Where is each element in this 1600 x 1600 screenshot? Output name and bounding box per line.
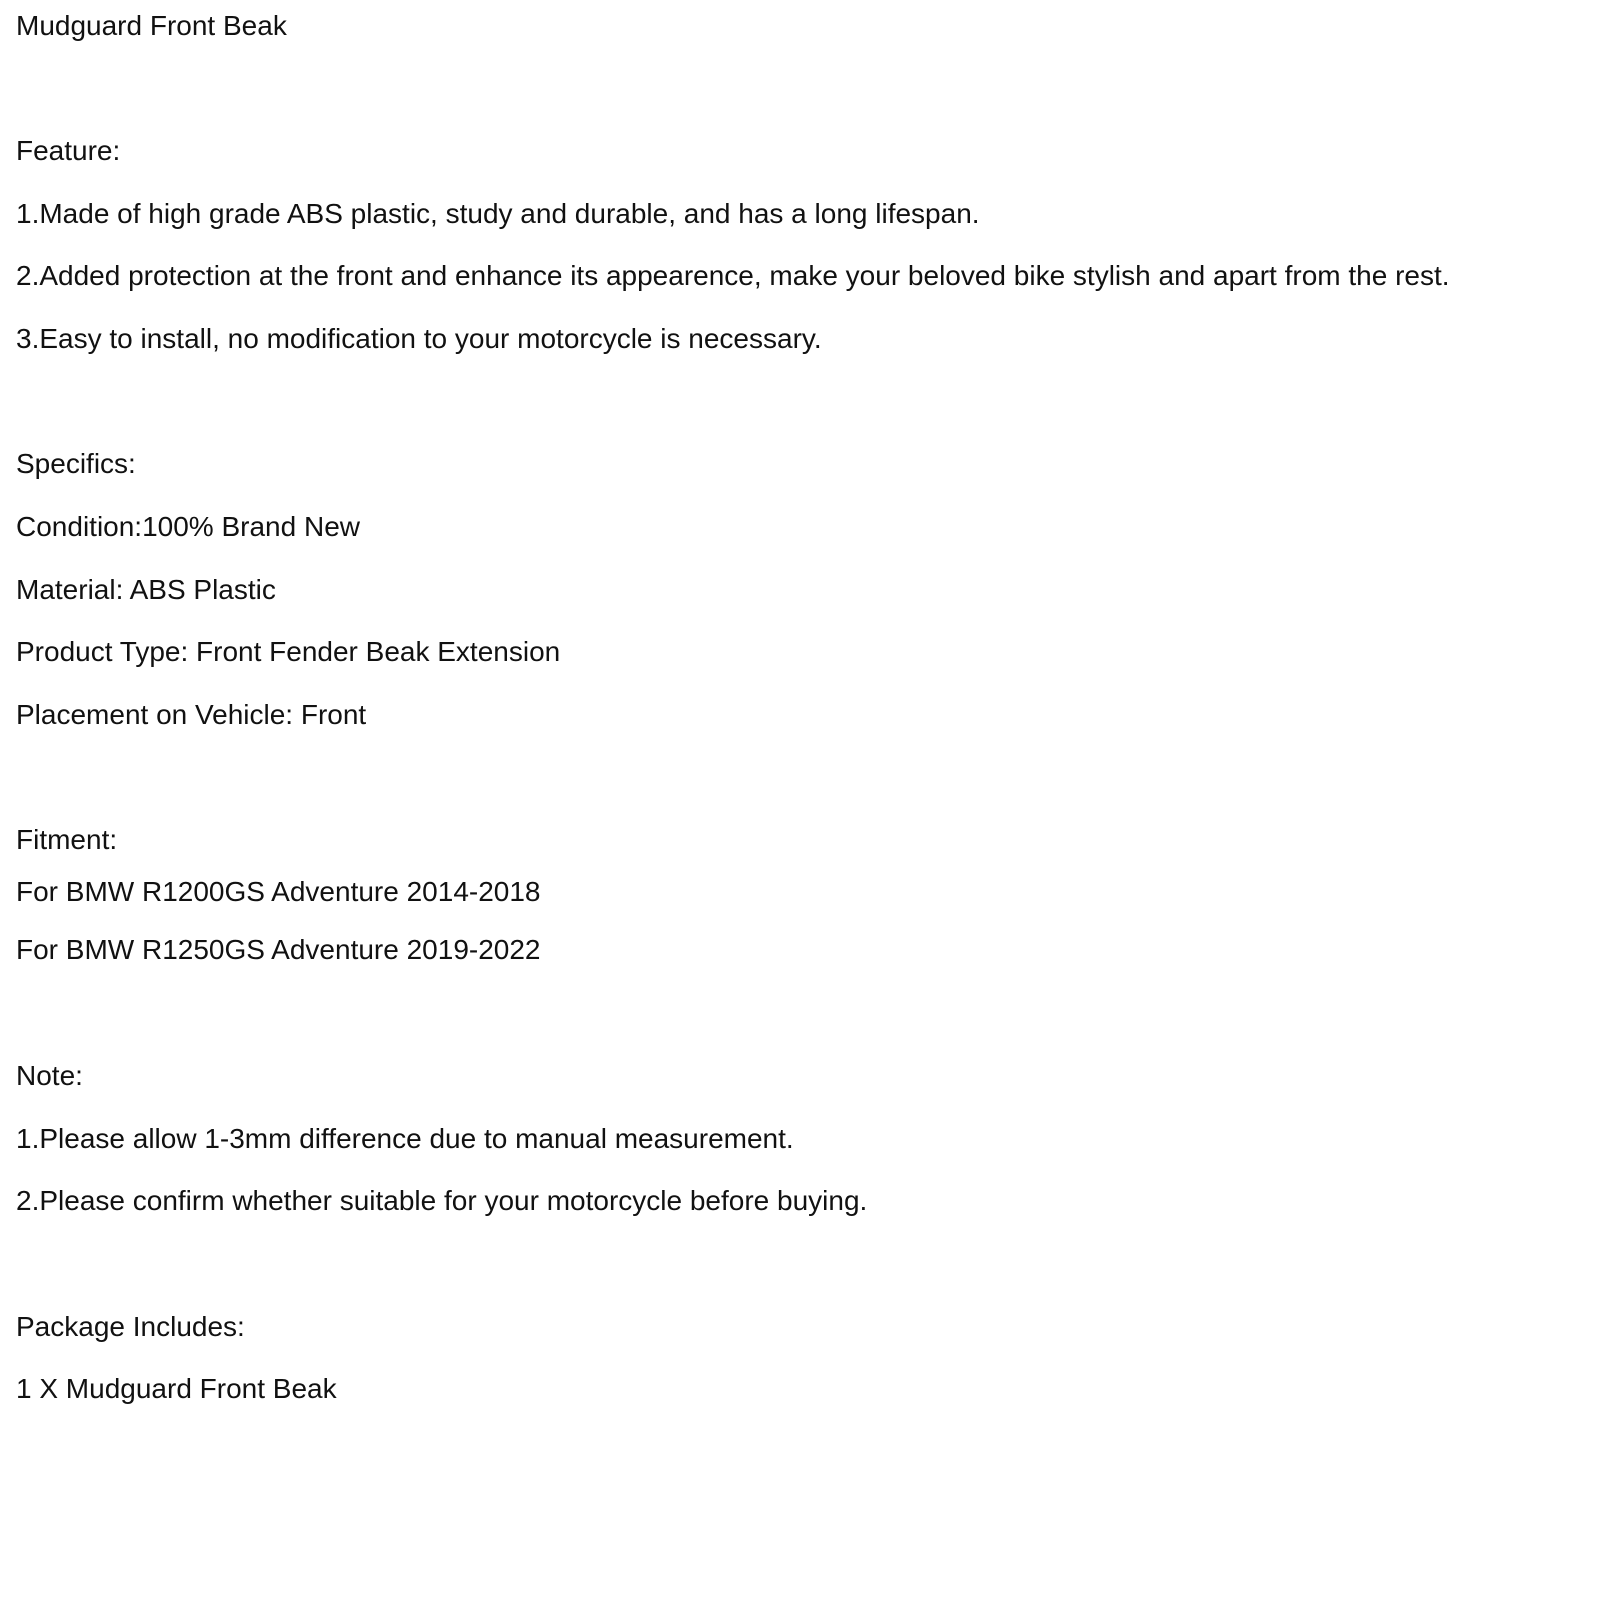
note-item: 2.Please confirm whether suitable for your motorcycle before buying. bbox=[16, 1185, 868, 1216]
fitment-item: For BMW R1200GS Adventure 2014-2018 bbox=[16, 876, 541, 907]
specifics-item: Condition:100% Brand New bbox=[16, 511, 360, 542]
note-item: 1.Please allow 1-3mm difference due to manual measurement. bbox=[16, 1123, 794, 1154]
feature-heading: Feature: bbox=[16, 135, 121, 166]
fitment-item: For BMW R1250GS Adventure 2019-2022 bbox=[16, 934, 541, 965]
specifics-item: Placement on Vehicle: Front bbox=[16, 699, 367, 730]
product-title: Mudguard Front Beak bbox=[16, 10, 287, 41]
feature-item: 1.Made of high grade ABS plastic, study and durable, and has a long lifespan. bbox=[16, 198, 980, 229]
specifics-item: Material: ABS Plastic bbox=[16, 574, 276, 605]
package-heading: Package Includes: bbox=[16, 1311, 245, 1342]
specifics-item: Product Type: Front Fender Beak Extension bbox=[16, 636, 561, 667]
fitment-heading: Fitment: bbox=[16, 824, 118, 855]
feature-item: 2.Added protection at the front and enhance its appearence, make your beloved bike stylish and apart from the rest. bbox=[16, 260, 1450, 291]
package-item: 1 X Mudguard Front Beak bbox=[16, 1373, 337, 1404]
feature-item: 3.Easy to install, no modification to your motorcycle is necessary. bbox=[16, 323, 822, 354]
specifics-heading: Specifics: bbox=[16, 448, 136, 479]
note-heading: Note: bbox=[16, 1060, 83, 1091]
